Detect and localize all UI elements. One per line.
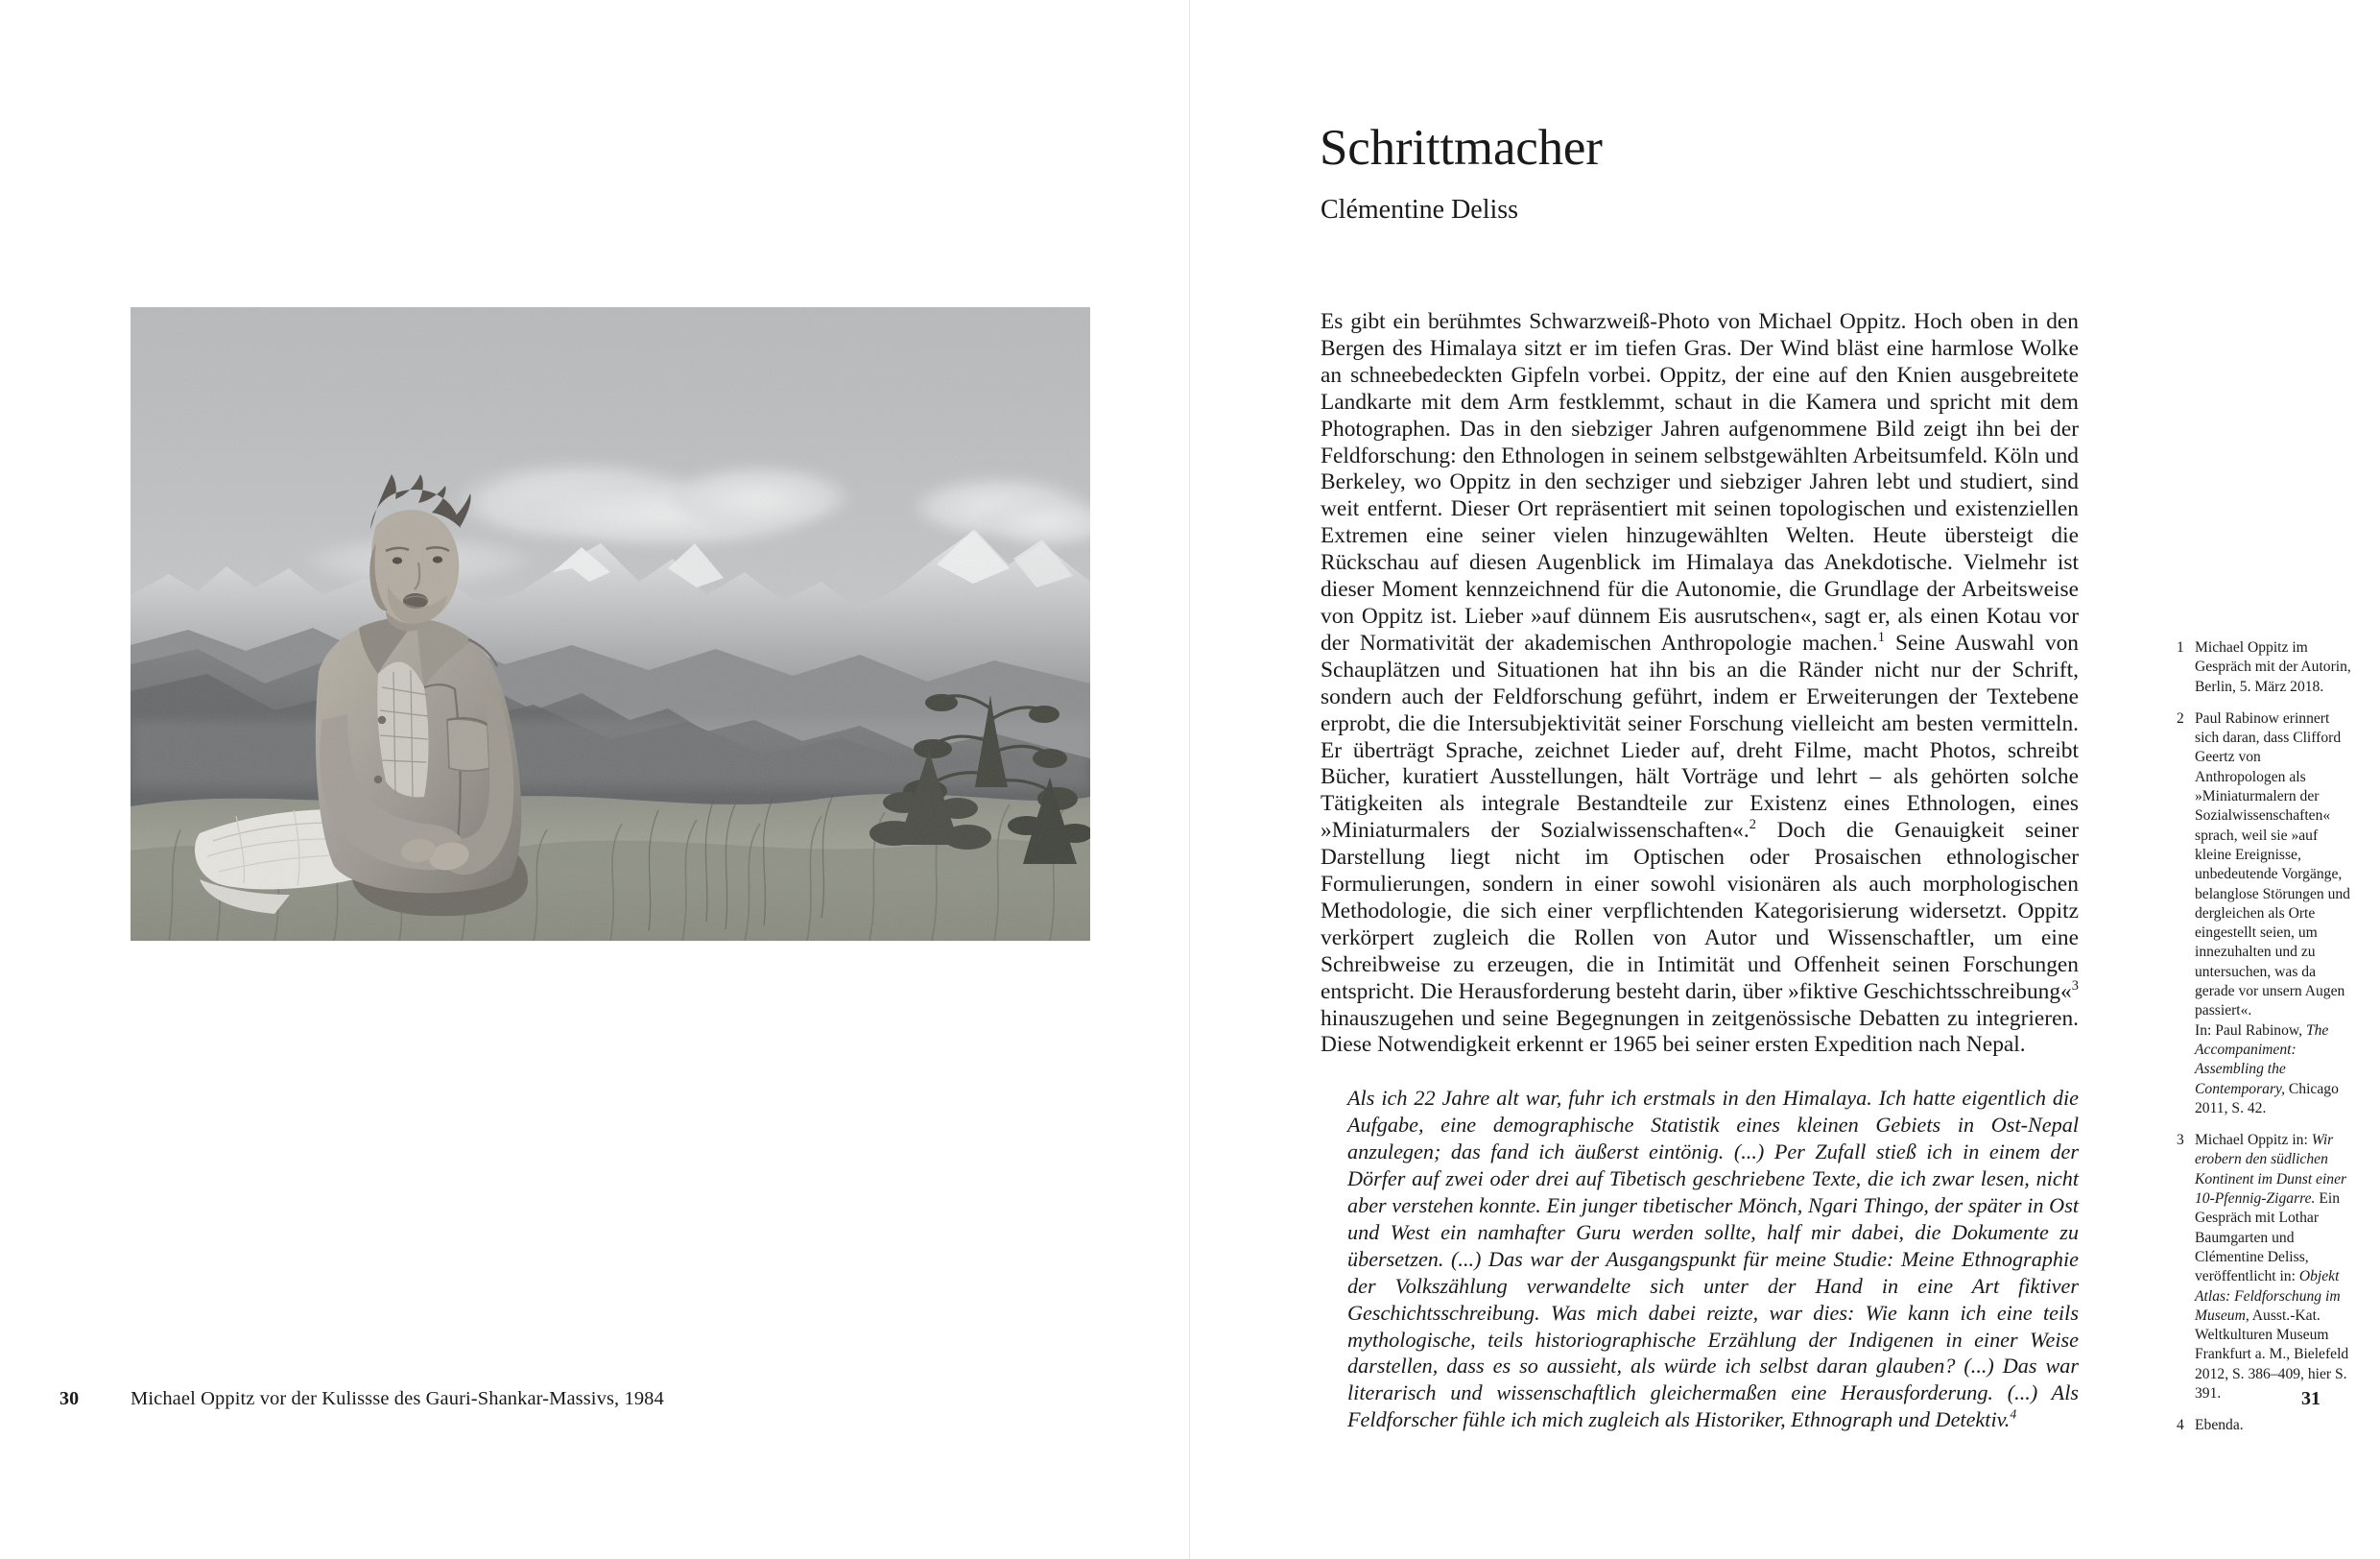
body-paragraph — [1321, 309, 2079, 1059]
footnote-3-title-2: Objekt Atlas: Feldforschung im Museum, — [2195, 1268, 2341, 1324]
footnote-number-3: 3 — [2177, 1132, 2184, 1149]
article-author: Clémentine Deliss — [1321, 195, 1519, 225]
footnote-text-3 — [2195, 1131, 2354, 1403]
footnote-text-2 — [2195, 709, 2354, 1118]
footnote-number-1: 1 — [2177, 639, 2184, 656]
footnote-ref-4[interactable]: 4 — [2010, 1406, 2017, 1422]
pull-quote — [1321, 1085, 2079, 1433]
footnote-ref-3[interactable]: 3 — [2071, 977, 2079, 994]
article-title: Schrittmacher — [1320, 120, 1603, 176]
footnote-item-2 — [2177, 709, 2354, 1118]
footnote-3-suffix: Ausst.-Kat. Weltkulturen Museum Frankfurt a. M., Bielefeld 2012, S. 386–409, hier S. 391. — [2195, 1307, 2349, 1402]
footnote-2-title: The Accompaniment: Assembling the Contemporary, — [2195, 1021, 2329, 1097]
footnote-number-4: 4 — [2177, 1417, 2184, 1434]
photograph-image — [131, 307, 1090, 941]
footnote-2-source-prefix: In: Paul Rabinow, — [2195, 1021, 2306, 1039]
footnotes-column — [2177, 638, 2354, 1449]
footnote-item-4 — [2177, 1416, 2354, 1435]
footnote-3-title-1: Wir erobern den südlichen Kontinent im Dunst einer 10-Pfennig-Zigarre. — [2195, 1132, 2347, 1208]
footnote-ref-2[interactable]: 2 — [1749, 817, 1756, 833]
footnote-2-source-suffix: Chicago 2011, S. 42. — [2195, 1080, 2339, 1116]
body-text-part-4: hinauszugehen und seine Begegnungen in zeitgenössische Debatten zu integrieren. Diese Notwendigkeit erkennt er 1965 bei seiner ersten Expedition nach Nepal. — [1321, 1005, 2079, 1058]
footnote-text-1: Michael Oppitz im Gespräch mit der Autorin, Berlin, 5. März 2018. — [2195, 639, 2351, 695]
page-number-right: 31 — [2301, 1388, 2320, 1409]
right-page — [1190, 0, 2380, 1559]
footnote-2-body: Paul Rabinow erinnert sich daran, dass Clifford Geertz von Anthropologen als »Miniaturmalern der Sozialwissenschaften« sprach, weil sie »auf kleine Ereignisse, unbedeutende Vorgänge, belanglose Störungen und dergleichen als Orte eingestellt seien, um innezuhalten und zu untersuchen, was da gerade vor unsern Augen passiert«. — [2195, 709, 2350, 1019]
footnote-3-prefix: Michael Oppitz in: — [2195, 1132, 2312, 1149]
quote-text: Als ich 22 Jahre alt war, fuhr ich erstmals in den Himalaya. Ich hatte eigentlich die Aufgabe, eine demographische Statistik eines kleinen Gebiets in Ost-Nepal anzulegen; das fand ich äußerst eintönig. (...) Per Zufall stieß ich in einem der Dörfer auf zwei oder drei auf Tibetisch geschriebene Texte, die ich zwar lesen, nicht aber verstehen konnte. Ein junger tibetischer Mönch, Ngari Thingo, der später in Ost und West ein namhafter Guru werden sollte, half mir dabei, die Dokumente zu übersetzen. (...) Das war der Ausgangspunkt für meine Studie: Meine Ethnographie der Volkszählung verwandelte sich unter der Hand in eine Art fiktiver Geschichtsschreibung. Was mich dabei reizte, war dies: Wie kann ich eine teils mythologische, teils historiographische Erzählung der Indigenen in einer Weise darstellen, dass es so aussieht, als würde ich selbst daran glauben? (...) Das war literarisch und wissenschaftlich gleichermaßen eine Herausforderung. (...) Als Feldforscher fühle ich mich zugleich als Historiker, Ethnograph und Detektiv. — [1347, 1086, 2079, 1432]
article-body — [1321, 309, 2079, 1433]
footnote-number-2: 2 — [2177, 709, 2184, 727]
footnote-item-3 — [2177, 1131, 2354, 1403]
body-text-part-3: Doch die Genauigkeit seiner Darstellung liegt nicht im Optischen oder Prosaischen ethnologischer Formulierungen, sondern in einer sowohl visionären als auch morphologischen Methodologie, die sich einer verpflichtenden Kategorisierung widersetzt. Oppitz verkörpert zugleich die Rollen von Autor und Wissenschaftler, um eine Schreibweise zu erzeugen, die in Intimität und Offenheit seinen Forschungen entspricht. Die Herausforderung besteht darin, über »fiktive Geschichtsschreibung« — [1321, 818, 2079, 1004]
footnote-text-4: Ebenda. — [2195, 1417, 2244, 1434]
footnote-item-1 — [2177, 638, 2354, 697]
page-number-left: 30 — [60, 1388, 80, 1409]
body-text-part-1: Es gibt ein berühmtes Schwarzweiß-Photo von Michael Oppitz. Hoch oben in den Bergen des Himalaya sitzt er im tiefen Gras. Der Wind bläst eine harmlose Wolke an schneebedeckten Gipfeln vorbei. Oppitz, der eine auf den Knien ausgebreitete Landkarte mit dem Arm festklemmt, schaut in die Kamera und spricht mit dem Photographen. Das in den siebziger Jahren aufgenommene Bild zeigt ihn bei der Feldforschung: den Ethnologen in seinem selbstgewählten Arbeitsumfeld. Köln und Berkeley, wo Oppitz in den sechziger und siebziger Jahren lebt und studiert, sind weit entfernt. Dieser Ort repräsentiert mit seinen topologischen und existenziellen Extremen eine seiner vielen hinzugewählten Welten. Heute übersteigt die Rückschau auf diesen Augenblick im Himalaya das Anekdotische. Vielmehr ist dieser Moment kennzeichnend für die Autonomie, die Grundlage der Arbeitsweise von Oppitz ist. Lieber »auf dünnem Eis ausrutschen«, sagt er, als einen Kotau vor der Normativität der akademischen Anthropologie machen. — [1321, 309, 2079, 656]
footnote-ref-1[interactable]: 1 — [1877, 630, 1885, 646]
footnote-3-middle: Ein Gespräch mit Lothar Baumgarten und Clémentine Deliss, veröffentlicht in: — [2195, 1190, 2341, 1285]
quote-paragraph — [1347, 1085, 2079, 1433]
body-text-part-2: Seine Auswahl von Schauplätzen und Situationen hat ihn bis an die Ränder nicht nur der Schrift, sondern auch der Feldforschung geführt, indem er Erweiterungen der Textebene erprobt, die die Intersubjektivität seiner Forschung vielleicht am besten vermitteln. Er überträgt Sprache, zeichnet Lieder auf, dreht Filme, macht Photos, schreibt Bücher, kuratiert Ausstellungen, hält Vorträge und lehrt – als gehörten solche Tätigkeiten als integrale Bestandteile zur Existenz eines Ethnologen, eines »Miniaturmalers der Sozialwissenschaften«. — [1321, 630, 2079, 844]
photograph-figure — [131, 307, 1090, 941]
left-page-footer — [60, 1388, 664, 1410]
figure-caption: Michael Oppitz vor der Kulissse des Gauri-Shankar-Massivs, 1984 — [131, 1388, 664, 1409]
